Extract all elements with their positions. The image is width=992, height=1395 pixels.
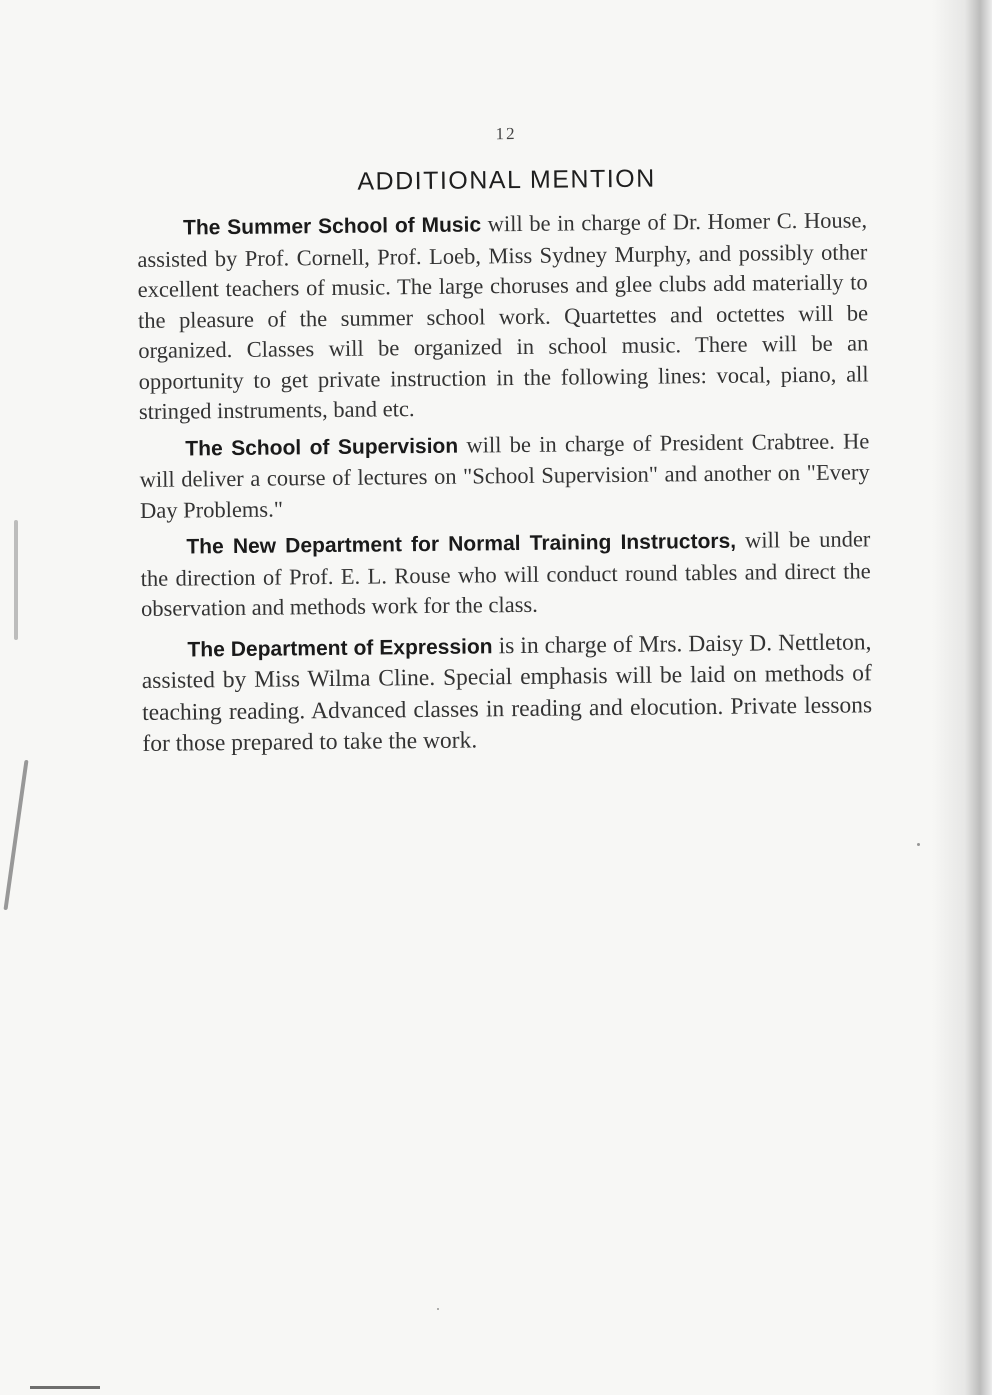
- section-heading: The New Department for Normal Training Instructors,: [186, 529, 737, 559]
- section-heading: The Summer School of Music: [182, 213, 482, 240]
- section-text: will be in charge of Dr. Homer C. House, assisted by Prof. Cornell, Prof. Loeb, Miss Sydney Murphy, and possibly other excellent teachers of music. The large choruses and glee clubs add materially to the pleasure of the summer school work. Quartettes and octettes will be organized. Classes will be organized in school music. There will be an opportunity to get private instruction in the following lines: vocal, piano, all stringed instruments, band etc.: [137, 207, 869, 424]
- section-heading: The School of Supervision: [185, 434, 459, 461]
- binding-mark: [14, 520, 18, 640]
- binding-mark: [3, 760, 28, 910]
- section-department-of-expression: [141, 627, 872, 761]
- page-content: [136, 120, 873, 766]
- scan-speck: [437, 1308, 439, 1310]
- section-school-of-supervision: [139, 426, 870, 526]
- section-text: will be in charge of President Crabtree. He will deliver a course of lectures on "School Supervision" and another on "Every Day Problems.": [139, 427, 870, 523]
- page-number: 12: [495, 124, 517, 144]
- section-heading: The Department of Expression: [187, 634, 493, 661]
- section-text: is in charge of Mrs. Daisy D. Nettleton, assisted by Miss Wilma Cline. Special emphasis will be laid on methods of teaching reading. Advanced classes in reading and elocution. Private lessons for those prepared to take the work.: [141, 628, 873, 757]
- page-title: ADDITIONAL MENTION: [357, 164, 656, 196]
- page-edge-shadow: [932, 0, 992, 1395]
- scan-artifact-line: [30, 1386, 100, 1389]
- section-summer-school-of-music: [137, 205, 869, 427]
- section-normal-training-instructors: [140, 524, 871, 624]
- section-text: will be under the direction of Prof. E. L. Rouse who will conduct round tables and direct the observation and methods work for the class.: [140, 526, 871, 621]
- scan-speck: [917, 843, 920, 846]
